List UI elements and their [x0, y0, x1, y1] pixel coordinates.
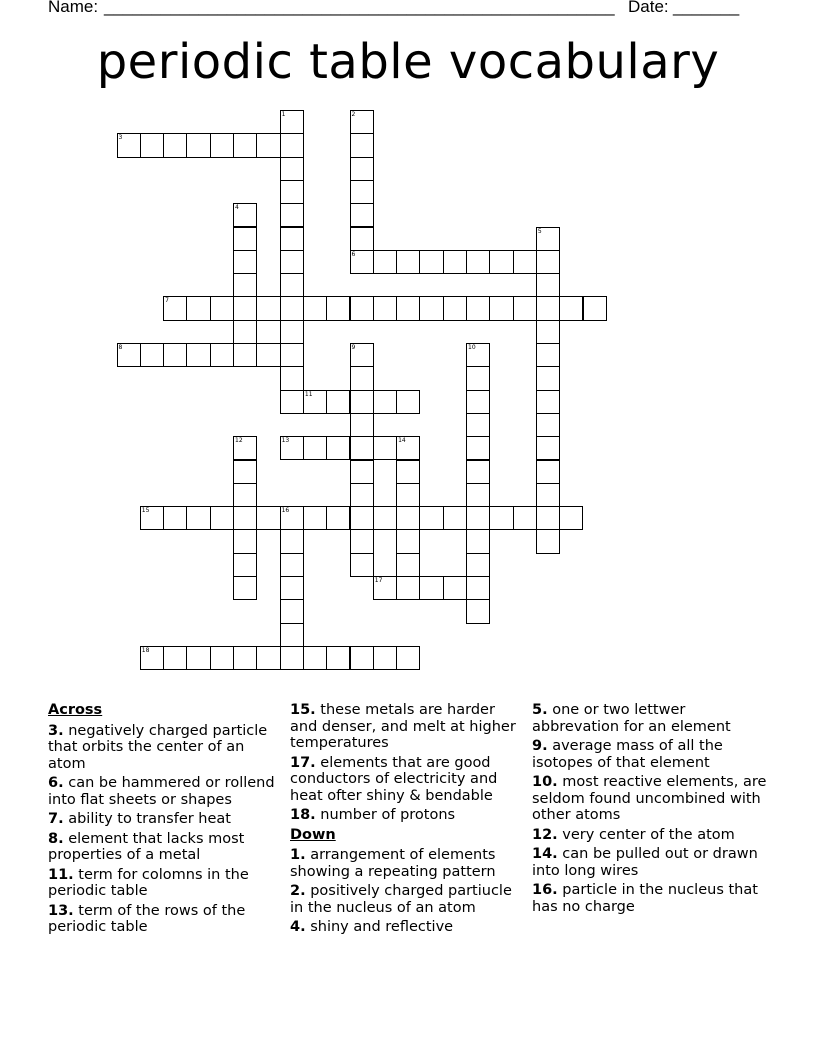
grid-cell[interactable]	[117, 343, 141, 367]
grid-cell[interactable]	[466, 390, 490, 414]
clue-number-label: 15	[141, 507, 150, 515]
grid-cell[interactable]	[443, 250, 467, 274]
grid-cell[interactable]	[280, 250, 304, 274]
grid-cell[interactable]	[373, 576, 397, 600]
grid-cell[interactable]	[396, 460, 420, 484]
grid-cell[interactable]	[489, 296, 513, 320]
grid-cell[interactable]	[210, 646, 234, 670]
grid-cell[interactable]	[350, 133, 374, 157]
clue-number-label: 14	[398, 437, 406, 445]
grid-cell[interactable]	[466, 529, 490, 553]
clue-number-label: 1	[281, 111, 286, 118]
clues-column-3	[532, 702, 772, 918]
grid-cell[interactable]	[373, 436, 397, 460]
grid-cell[interactable]	[163, 343, 187, 367]
grid-cell[interactable]	[233, 576, 257, 600]
grid-cell[interactable]	[233, 296, 257, 320]
grid-cell[interactable]	[140, 506, 164, 530]
grid-cell[interactable]	[186, 343, 210, 367]
grid-cell[interactable]	[350, 646, 374, 670]
grid-cell[interactable]	[233, 320, 257, 344]
page-title: periodic table vocabulary	[96, 34, 720, 90]
grid-cell[interactable]	[280, 273, 304, 297]
grid-cell[interactable]	[256, 506, 280, 530]
grid-cell[interactable]	[350, 529, 374, 553]
clue-across-7: 7. ability to transfer heat	[48, 811, 231, 827]
grid-cell[interactable]	[396, 576, 420, 600]
grid-cell[interactable]	[210, 296, 234, 320]
grid-cell[interactable]	[536, 390, 560, 414]
grid-cell[interactable]	[186, 506, 210, 530]
grid-cell[interactable]	[280, 390, 304, 414]
grid-cell[interactable]	[536, 320, 560, 344]
clue-down-10: 10. most reactive elements, are seldom found uncombined with other atoms	[532, 774, 767, 823]
across-heading: Across	[48, 702, 103, 718]
grid-cell[interactable]	[280, 110, 304, 134]
grid-cell[interactable]	[163, 133, 187, 157]
grid-cell[interactable]	[419, 506, 443, 530]
grid-cell[interactable]	[233, 250, 257, 274]
grid-cell[interactable]	[396, 506, 420, 530]
grid-cell[interactable]	[280, 646, 304, 670]
clue-number-label: 11	[304, 390, 313, 398]
grid-cell[interactable]	[280, 180, 304, 204]
down-heading: Down	[290, 826, 336, 843]
clue-number-label: 3	[118, 134, 123, 142]
clue-down-9: 9. average mass of all the isotopes of that element	[532, 738, 723, 771]
grid-cell[interactable]	[326, 296, 350, 320]
grid-cell[interactable]	[186, 646, 210, 670]
grid-cell[interactable]	[466, 366, 490, 390]
clue-down-12: 12. very center of the atom	[532, 826, 735, 843]
clue-across-3: 3. negatively charged particle that orbits the center of an atom	[48, 722, 268, 772]
grid-cell[interactable]	[350, 296, 374, 320]
grid-cell[interactable]	[350, 366, 374, 390]
grid-cell[interactable]	[536, 436, 560, 460]
grid-cell[interactable]	[536, 273, 560, 297]
grid-cell[interactable]	[583, 296, 607, 320]
grid-cell[interactable]	[256, 646, 280, 670]
grid-cell[interactable]	[396, 646, 420, 670]
grid-cell[interactable]	[280, 576, 304, 600]
clue-number-label: 12	[235, 437, 243, 445]
grid-cell[interactable]	[419, 576, 443, 600]
date-field-line: _______	[673, 0, 740, 16]
date-label: Date:	[628, 0, 669, 16]
grid-cell[interactable]	[163, 646, 187, 670]
grid-cell[interactable]	[350, 413, 374, 437]
grid-cell[interactable]	[466, 413, 490, 437]
grid-cell[interactable]	[419, 250, 443, 274]
grid-cell[interactable]	[466, 296, 490, 320]
grid-cell[interactable]	[443, 576, 467, 600]
grid-cell[interactable]	[443, 506, 467, 530]
grid-cell[interactable]	[350, 553, 374, 577]
grid-cell[interactable]	[326, 390, 350, 414]
grid-cell[interactable]	[466, 553, 490, 577]
grid-cell[interactable]	[256, 343, 280, 367]
clue-down-4: 4. shiny and reflective	[290, 919, 454, 935]
grid-cell[interactable]	[280, 366, 304, 390]
clue-number-label: 8	[118, 344, 123, 351]
grid-cell[interactable]	[536, 250, 560, 274]
grid-cell[interactable]	[350, 250, 374, 274]
clue-across-15: 15. these metals are harder and denser, and melt at higher temperatures	[290, 702, 516, 751]
grid-cell[interactable]	[536, 529, 560, 553]
clue-across-18: 18. number of protons	[290, 807, 456, 823]
clue-down-16: 16. particle in the nucleus that has no charge	[532, 882, 758, 915]
grid-cell[interactable]	[373, 296, 397, 320]
grid-cell[interactable]	[373, 506, 397, 530]
grid-cell[interactable]	[233, 203, 257, 227]
name-field-line: ______________________________________________________	[104, 0, 615, 16]
clue-across-13: 13. term of the rows of the periodic table	[48, 902, 246, 935]
grid-cell[interactable]	[466, 460, 490, 484]
grid-cell[interactable]	[117, 133, 141, 157]
grid-cell[interactable]	[233, 343, 257, 367]
clue-down-14: 14. can be pulled out or drawn into long wires	[532, 846, 758, 879]
grid-cell[interactable]	[536, 460, 560, 484]
grid-cell[interactable]	[350, 157, 374, 181]
grid-cell[interactable]	[443, 296, 467, 320]
name-label: Name:	[48, 0, 99, 16]
grid-cell[interactable]	[350, 343, 374, 367]
grid-cell[interactable]	[233, 273, 257, 297]
clue-number-label: 13	[281, 437, 290, 445]
grid-cell[interactable]	[303, 646, 327, 670]
grid-cell[interactable]	[396, 250, 420, 274]
grid-cell[interactable]	[513, 506, 537, 530]
grid-cell[interactable]	[210, 133, 234, 157]
grid-cell[interactable]	[373, 390, 397, 414]
clue-number-label: 4	[235, 204, 239, 212]
clue-number-label: 9	[351, 344, 356, 351]
clue-number-label: 7	[165, 297, 169, 305]
grid-cell[interactable]	[186, 296, 210, 320]
grid-cell[interactable]	[350, 483, 374, 507]
grid-cell[interactable]	[536, 506, 560, 530]
grid-cell[interactable]	[163, 506, 187, 530]
grid-cell[interactable]	[396, 529, 420, 553]
grid-cell[interactable]	[466, 250, 490, 274]
grid-cell[interactable]	[373, 646, 397, 670]
grid-cell[interactable]	[536, 343, 560, 367]
clue-number-label: 6	[351, 250, 356, 258]
grid-cell[interactable]	[466, 506, 490, 530]
clue-down-1: 1. arrangement of elements showing a repeating pattern	[290, 847, 496, 880]
grid-cell[interactable]	[280, 599, 304, 623]
grid-cell[interactable]	[303, 506, 327, 530]
grid-cell[interactable]	[256, 133, 280, 157]
clue-down-2: 2. positively charged partiucle in the nucleus of an atom	[290, 883, 512, 916]
grid-cell[interactable]	[233, 460, 257, 484]
grid-cell[interactable]	[536, 483, 560, 507]
clue-number-label: 10	[468, 344, 476, 351]
grid-cell[interactable]	[163, 296, 187, 320]
grid-cell[interactable]	[466, 436, 490, 460]
grid-cell[interactable]	[513, 296, 537, 320]
grid-cell[interactable]	[350, 506, 374, 530]
grid-cell[interactable]	[233, 436, 257, 460]
grid-cell[interactable]	[513, 250, 537, 274]
grid-cell[interactable]	[303, 390, 327, 414]
grid-cell[interactable]	[419, 296, 443, 320]
grid-cell[interactable]	[559, 296, 583, 320]
clues-column-1	[48, 702, 283, 939]
clue-number-label: 17	[374, 577, 383, 584]
grid-cell[interactable]	[536, 227, 560, 251]
clue-number-label: 2	[351, 111, 356, 118]
grid-cell[interactable]	[350, 180, 374, 204]
clue-across-6: 6. can be hammered or rollend into flat sheets or shapes	[48, 775, 275, 808]
grid-cell[interactable]	[186, 133, 210, 157]
grid-cell[interactable]	[396, 296, 420, 320]
grid-cell[interactable]	[210, 506, 234, 530]
grid-cell[interactable]	[280, 227, 304, 251]
grid-cell[interactable]	[326, 646, 350, 670]
grid-cell[interactable]	[233, 529, 257, 553]
grid-cell[interactable]	[303, 436, 327, 460]
grid-cell[interactable]	[280, 529, 304, 553]
grid-cell[interactable]	[350, 390, 374, 414]
grid-cell[interactable]	[536, 296, 560, 320]
clue-across-11: 11. term for colomns in the periodic table	[48, 866, 249, 899]
grid-cell[interactable]	[466, 576, 490, 600]
grid-cell[interactable]	[559, 506, 583, 530]
clues-column-2	[290, 702, 525, 939]
grid-cell[interactable]	[373, 250, 397, 274]
grid-cell[interactable]	[233, 646, 257, 670]
grid-cell[interactable]	[140, 646, 164, 670]
grid-cell[interactable]	[350, 436, 374, 460]
grid-cell[interactable]	[210, 343, 234, 367]
grid-cell[interactable]	[233, 227, 257, 251]
grid-cell[interactable]	[233, 133, 257, 157]
grid-cell[interactable]	[280, 133, 304, 157]
grid-cell[interactable]	[466, 599, 490, 623]
grid-cell[interactable]	[233, 506, 257, 530]
grid-cell[interactable]	[396, 483, 420, 507]
grid-cell[interactable]	[326, 506, 350, 530]
clue-across-17: 17. elements that are good conductors of electricity and heat ofter shiny & bendable	[290, 754, 498, 804]
grid-cell[interactable]	[396, 553, 420, 577]
grid-cell[interactable]	[280, 343, 304, 367]
grid-cell[interactable]	[280, 623, 304, 647]
grid-cell[interactable]	[350, 203, 374, 227]
grid-cell[interactable]	[233, 483, 257, 507]
grid-cell[interactable]	[466, 483, 490, 507]
grid-cell[interactable]	[280, 320, 304, 344]
grid-cell[interactable]	[280, 506, 304, 530]
grid-cell[interactable]	[536, 366, 560, 390]
grid-cell[interactable]	[536, 413, 560, 437]
grid-cell[interactable]	[489, 250, 513, 274]
grid-cell[interactable]	[280, 157, 304, 181]
clue-across-8: 8. element that lacks most properties of a metal	[48, 830, 245, 863]
grid-cell[interactable]	[280, 436, 304, 460]
grid-cell[interactable]	[350, 460, 374, 484]
clue-number-label: 5	[537, 227, 542, 235]
grid-cell[interactable]	[140, 343, 164, 367]
grid-cell[interactable]	[396, 436, 420, 460]
grid-cell[interactable]	[350, 110, 374, 134]
grid-cell[interactable]	[233, 553, 257, 577]
grid-cell[interactable]	[280, 296, 304, 320]
clue-number-label: 16	[281, 507, 290, 515]
clue-number-label: 18	[141, 646, 150, 654]
grid-cell[interactable]	[256, 296, 280, 320]
grid-cell[interactable]	[326, 436, 350, 460]
grid-cell[interactable]	[280, 203, 304, 227]
grid-cell[interactable]	[140, 133, 164, 157]
grid-cell[interactable]	[466, 343, 490, 367]
clue-down-5: 5. one or two lettwer abbrevation for an element	[532, 702, 731, 735]
grid-cell[interactable]	[303, 296, 327, 320]
grid-cell[interactable]	[280, 553, 304, 577]
grid-cell[interactable]	[489, 506, 513, 530]
grid-cell[interactable]	[396, 390, 420, 414]
grid-cell[interactable]	[350, 227, 374, 251]
